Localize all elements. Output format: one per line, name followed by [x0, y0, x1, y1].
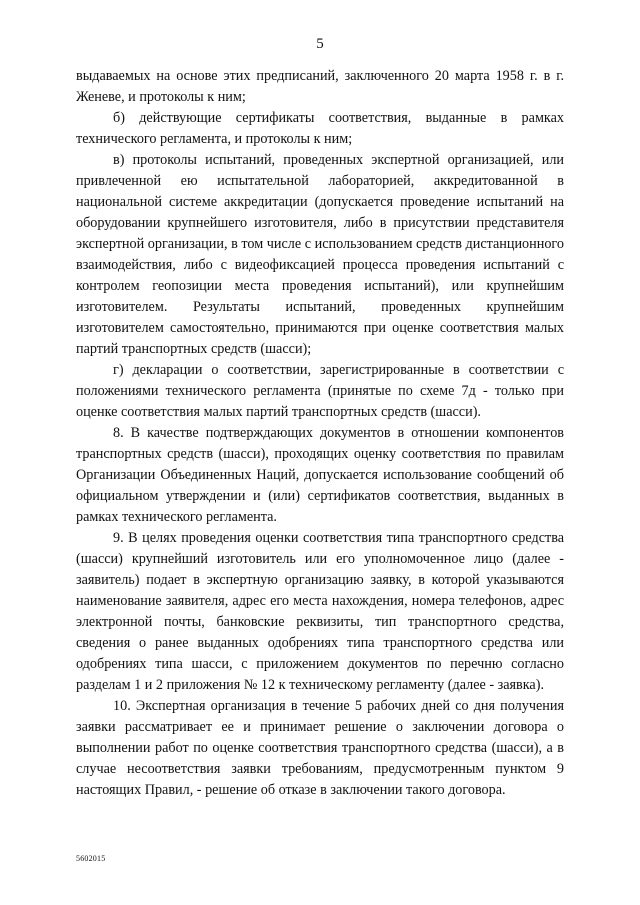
paragraph-clause-8: 8. В качестве подтверждающих документов в отношении компонентов транспортных средств (шасси), проходящих оценку соответствия по правилам Организации Объединенных Наций, допускается использование сообщений об официальном утверждении и (или) сертификатов соответствия, выданных в рамках технического регламента.	[76, 425, 564, 525]
paragraph-clause-9: 9. В целях проведения оценки соответствия типа транспортного средства (шасси) крупнейший изготовитель или его уполномоченное лицо (далее - заявитель) подает в экспертную организацию заявку, в которой указываются наименование заявителя, адрес его места нахождения, номера телефонов, адрес электронной почты, банковские реквизиты, тип транспортного средства, сведения о ранее выданных одобрениях типа транспортного средства или одобрениях типа шасси, с приложением документов по перечню согласно разделам 1 и 2 приложения № 12 к техническому регламенту (далее - заявка).	[76, 530, 564, 693]
paragraph-clause-10: 10. Экспертная организация в течение 5 рабочих дней со дня получения заявки рассматривает ее и принимает решение о заключении договора о выполнении работ по оценке соответствия транспортного средства (шасси), а в случае несоответствия заявки требованиям, предусмотренным пунктом 9 настоящих Правил, - решение об отказе в заключении такого договора.	[76, 698, 564, 798]
document-body	[76, 66, 564, 801]
paragraph-item-v: в) протоколы испытаний, проведенных экспертной организацией, или привлеченной ею испытательной лабораторией, аккредитованной в национальной системе аккредитации (допускается проведение испытаний на оборудовании крупнейшего изготовителя, либо в присутствии представителя экспертной организации, в том числе с использованием средств дистанционного взаимодействия, либо с видеофиксацией процесса проведения испытаний с контролем геопозиции места проведения испытаний), или крупнейшим изготовителем. Результаты испытаний, проведенных крупнейшим изготовителем самостоятельно, принимаются при оценке соответствия малых партий транспортных средств (шасси);	[76, 152, 564, 357]
paragraph-item-b: б) действующие сертификаты соответствия, выданные в рамках технического регламента, и протоколы к ним;	[76, 110, 564, 147]
paragraph-continuation: выдаваемых на основе этих предписаний, заключенного 20 марта 1958 г. в г. Женеве, и протоколы к ним;	[76, 68, 564, 105]
page-number: 5	[316, 36, 324, 52]
paragraph-item-g: г) декларации о соответствии, зарегистрированные в соответствии с положениями технического регламента (принятые по схеме 7д - только при оценке соответствия малых партий транспортных средств (шасси).	[76, 362, 564, 420]
footer-code: 5602015	[76, 854, 106, 863]
